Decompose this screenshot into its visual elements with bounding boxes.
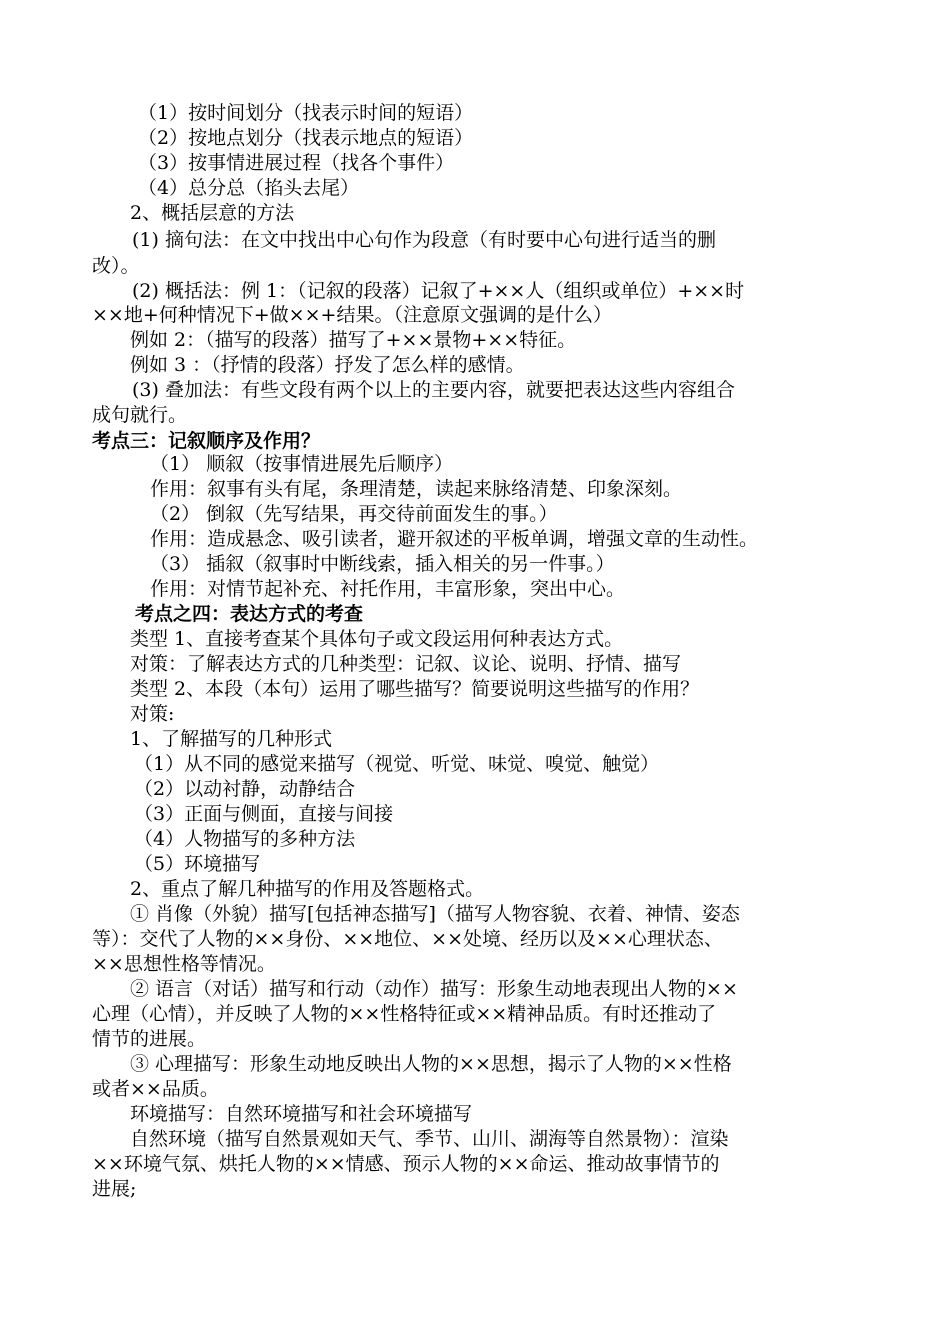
text-line: 改）。: [92, 255, 140, 277]
section-heading: 考点三：记叙顺序及作用？: [92, 430, 321, 452]
text-line: 自然环境（描写自然景观如天气、季节、山川、湖海等自然景物）：渲染: [130, 1128, 729, 1150]
text-line: 对策:: [130, 703, 175, 725]
text-line: 作用：对情节起补充、衬托作用，丰富形象，突出中心。: [150, 578, 626, 600]
text-line: 作用：叙事有头有尾，条理清楚，读起来脉络清楚、印象深刻。: [150, 478, 683, 500]
text-line: 成句就行。: [92, 404, 188, 426]
text-line: 情节的进展。: [92, 1028, 207, 1050]
text-line: 2、重点了解几种描写的作用及答题格式。: [130, 878, 485, 900]
text-line: （3） 插叙（叙事时中断线索，插入相关的另一件事。）: [150, 553, 615, 575]
text-line: 环境描写：自然环境描写和社会环境描写: [130, 1103, 473, 1125]
text-line: 例如 2：（描写的段落）描写了+××景物+××特征。: [130, 329, 577, 351]
text-line: （2） 倒叙（先写结果，再交待前面发生的事。）: [150, 503, 558, 525]
text-line: (2) 概括法：例 1：（记叙的段落）记叙了+××人（组织或单位）+××时: [132, 280, 745, 302]
text-line: 作用：造成悬念、吸引读者，避开叙述的平板单调，增强文章的生动性。: [150, 528, 759, 550]
text-line: （4）总分总（掐头去尾）: [138, 177, 360, 199]
text-line: 等）：交代了人物的××身份、××地位、××处境、经历以及××心理状态、: [92, 928, 723, 950]
text-line: （4）人物描写的多种方法: [134, 828, 356, 850]
text-line: ××环境气氛、烘托人物的××情感、预示人物的××命运、推动故事情节的: [92, 1153, 720, 1175]
text-line: ××地+何种情况下+做××+结果。（注意原文强调的是什么）: [92, 304, 612, 326]
text-line: （1） 顺叙（按事情进展先后顺序）: [150, 453, 454, 475]
text-line: ② 语言（对话）描写和行动（动作）描写：形象生动地表现出人物的××: [130, 978, 738, 1000]
text-line: 进展;: [92, 1178, 137, 1200]
text-line: 类型 1、直接考查某个具体句子或文段运用何种表达方式。: [130, 628, 624, 650]
text-line: ③ 心理描写：形象生动地反映出人物的××思想，揭示了人物的××性格: [130, 1053, 732, 1075]
text-line: (1) 摘句法：在文中找出中心句作为段意（有时要中心句进行适当的删: [132, 229, 716, 251]
text-line: 类型 2、本段（本句）运用了哪些描写？简要说明这些描写的作用？: [130, 678, 700, 700]
text-line: 对策：了解表达方式的几种类型：记叙、议论、说明、抒情、描写: [130, 653, 682, 675]
text-line: 1、了解描写的几种形式: [130, 728, 333, 750]
section-heading: 考点之四：表达方式的考查: [135, 603, 364, 625]
text-line: （3）按事情进展过程（找各个事件）: [138, 152, 455, 174]
text-line: （2）按地点划分（找表示地点的短语）: [138, 127, 474, 149]
text-line: (3) 叠加法：有些文段有两个以上的主要内容，就要把表达这些内容组合: [132, 379, 735, 401]
text-line: （1）从不同的感觉来描写（视觉、听觉、味觉、嗅觉、触觉）: [134, 753, 660, 775]
text-line: 心理（心情），并反映了人物的××性格特征或××精神品质。有时还推动了: [92, 1003, 717, 1025]
text-line: ××思想性格等情况。: [92, 953, 276, 975]
text-line: ① 肖像（外貌）描写[包括神态描写]（描写人物容貌、衣着、神情、姿态: [130, 903, 740, 925]
text-line: （1）按时间划分（找表示时间的短语）: [138, 102, 474, 124]
text-line: （2）以动衬静，动静结合: [134, 778, 356, 800]
text-line: （5）环境描写: [134, 853, 261, 875]
text-line: 2、概括层意的方法: [130, 202, 295, 224]
text-line: 或者××品质。: [92, 1078, 219, 1100]
text-line: 例如 3 ：（抒情的段落）抒发了怎么样的感情。: [130, 354, 525, 376]
text-line: （3）正面与侧面，直接与间接: [134, 803, 394, 825]
